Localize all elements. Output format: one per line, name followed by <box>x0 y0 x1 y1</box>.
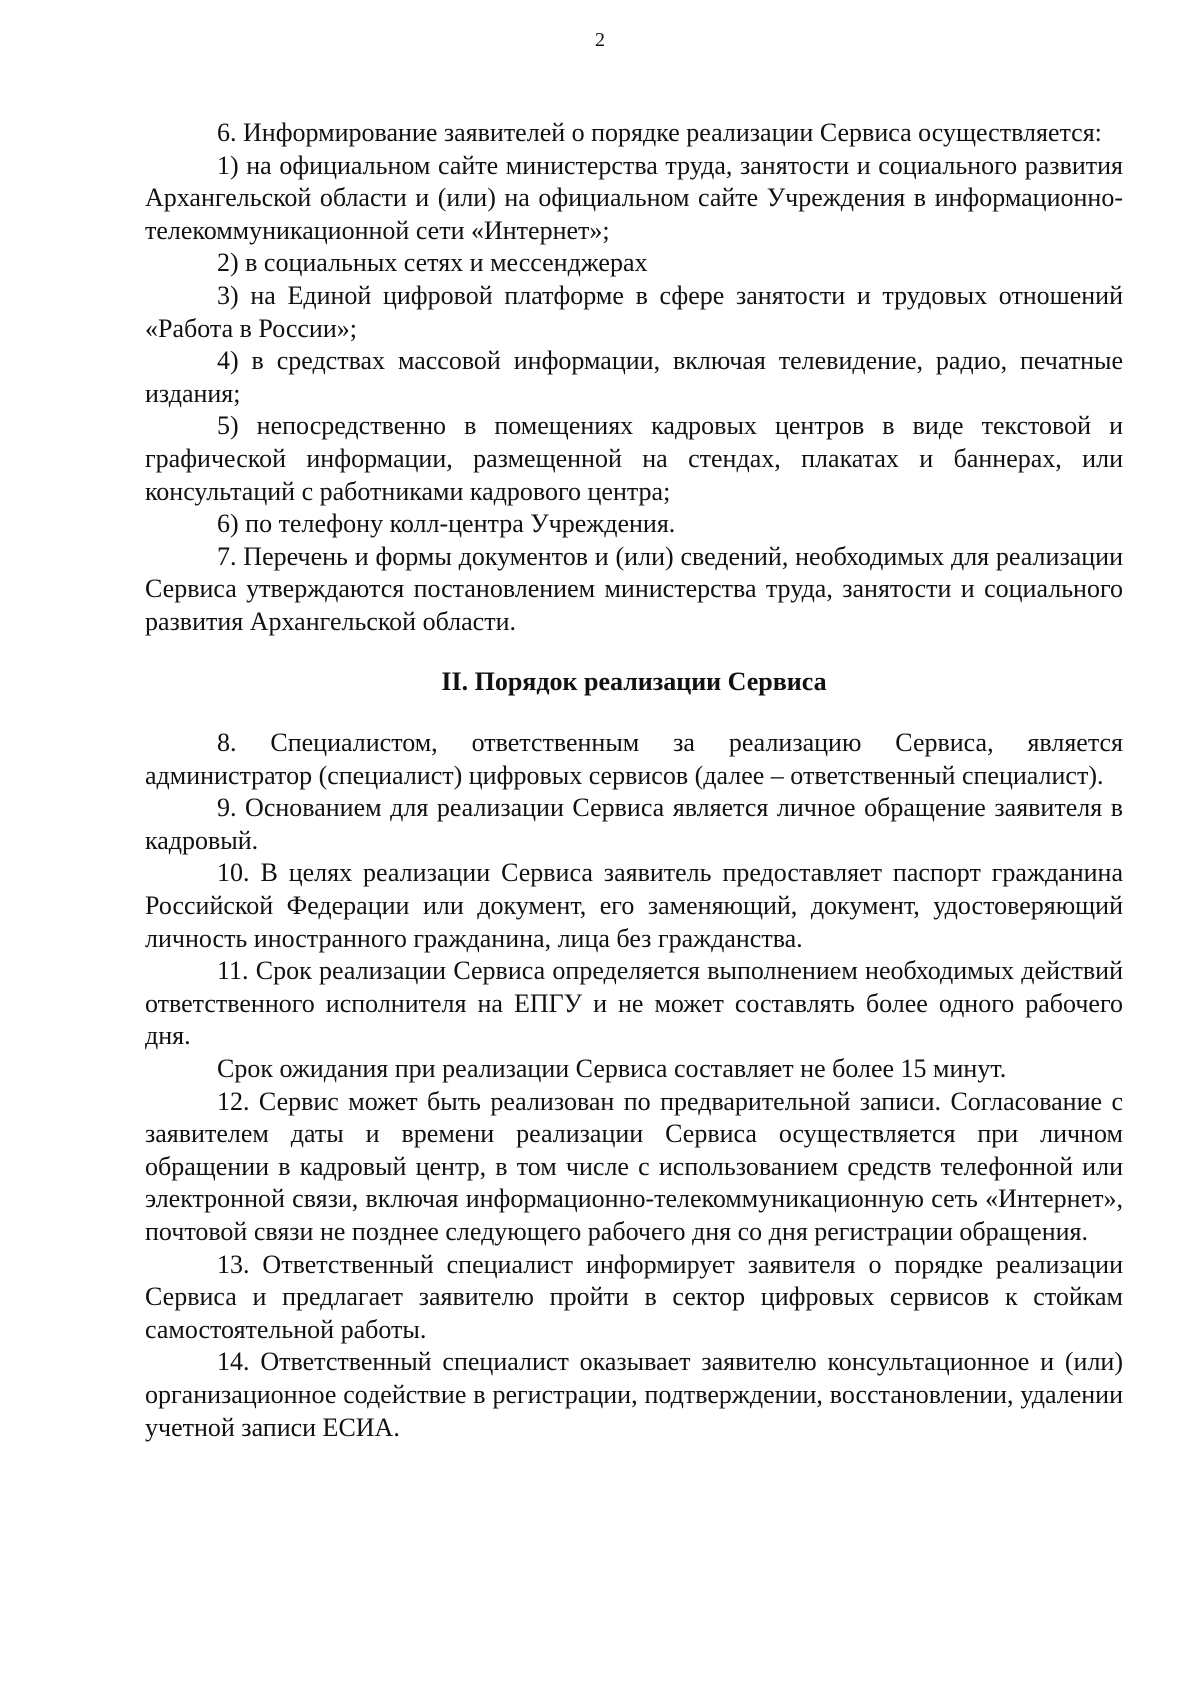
paragraph-12: 12. Сервис может быть реализован по предварительной записи. Согласование с заявителем даты и времени реализации Сервиса осуществляется при личном обращении в кадровый центр, в том числе с использованием средств телефонной или электронной связи, включая информационно-телекоммуникационную сеть «Интернет», почтовой связи не позднее следующего рабочего дня со дня регистрации обращения. <box>145 1086 1123 1246</box>
paragraph-6-item-3: 3) на Единой цифровой платформе в сфере занятости и трудовых отношений «Работа в России»; <box>145 280 1123 343</box>
paragraph-6-intro: 6. Информирование заявителей о порядке реализации Сервиса осуществляется: <box>217 118 1102 147</box>
paragraph-6-item-1: 1) на официальном сайте министерства труда, занятости и социального развития Архангельской области и (или) на официальном сайте Учреждения в информационно-телекоммуникационной сети «Интернет»; <box>145 150 1123 245</box>
document-body <box>145 117 1123 1444</box>
paragraph-6-item-5: 5) непосредственно в помещениях кадровых центров в виде текстовой и графической информации, размещенной на стендах, плакатах и баннерах, или консультаций с работниками кадрового центра; <box>145 411 1123 506</box>
paragraph-10: 10. В целях реализации Сервиса заявитель предоставляет паспорт гражданина Российской Федерации или документ, его заменяющий, документ, удостоверяющий личность иностранного гражданина, лица без гражданства. <box>145 858 1123 953</box>
paragraph-8: 8. Специалистом, ответственным за реализацию Сервиса, является администратор (специалист) цифровых сервисов (далее – ответственный специалист). <box>145 728 1123 790</box>
page-number: 2 <box>595 29 605 51</box>
section-heading: II. Порядок реализации Сервиса <box>441 666 827 696</box>
paragraph-14: 14. Ответственный специалист оказывает заявителю консультационное и (или) организационное содействие в регистрации, подтверждении, восстановлении, удалении учетной записи ЕСИА. <box>145 1347 1123 1442</box>
paragraph-11-wait-time: Срок ожидания при реализации Сервиса составляет не более 15 минут. <box>217 1054 1007 1084</box>
paragraph-7: 7. Перечень и формы документов и (или) сведений, необходимых для реализации Сервиса утверждаются постановлением министерства труда, занятости и социального развития Архангельской области. <box>145 541 1123 636</box>
paragraph-6-item-6: 6) по телефону колл-центра Учреждения. <box>217 509 676 539</box>
paragraph-13: 13. Ответственный специалист информирует заявителя о порядке реализации Сервиса и предлагает заявителю пройти в сектор цифровых сервисов к стойкам самостоятельной работы. <box>145 1249 1123 1344</box>
paragraph-9: 9. Основанием для реализации Сервиса является личное обращение заявителя в кадровый. <box>145 793 1123 855</box>
paragraph-6-item-2: 2) в социальных сетях и мессенджерах <box>217 248 648 278</box>
paragraph-6-item-4: 4) в средствах массовой информации, включая телевидение, радио, печатные издания; <box>145 346 1123 408</box>
paragraph-11: 11. Срок реализации Сервиса определяется выполнением необходимых действий ответственного исполнителя на ЕПГУ и не может составлять более одного рабочего дня. <box>145 956 1123 1051</box>
